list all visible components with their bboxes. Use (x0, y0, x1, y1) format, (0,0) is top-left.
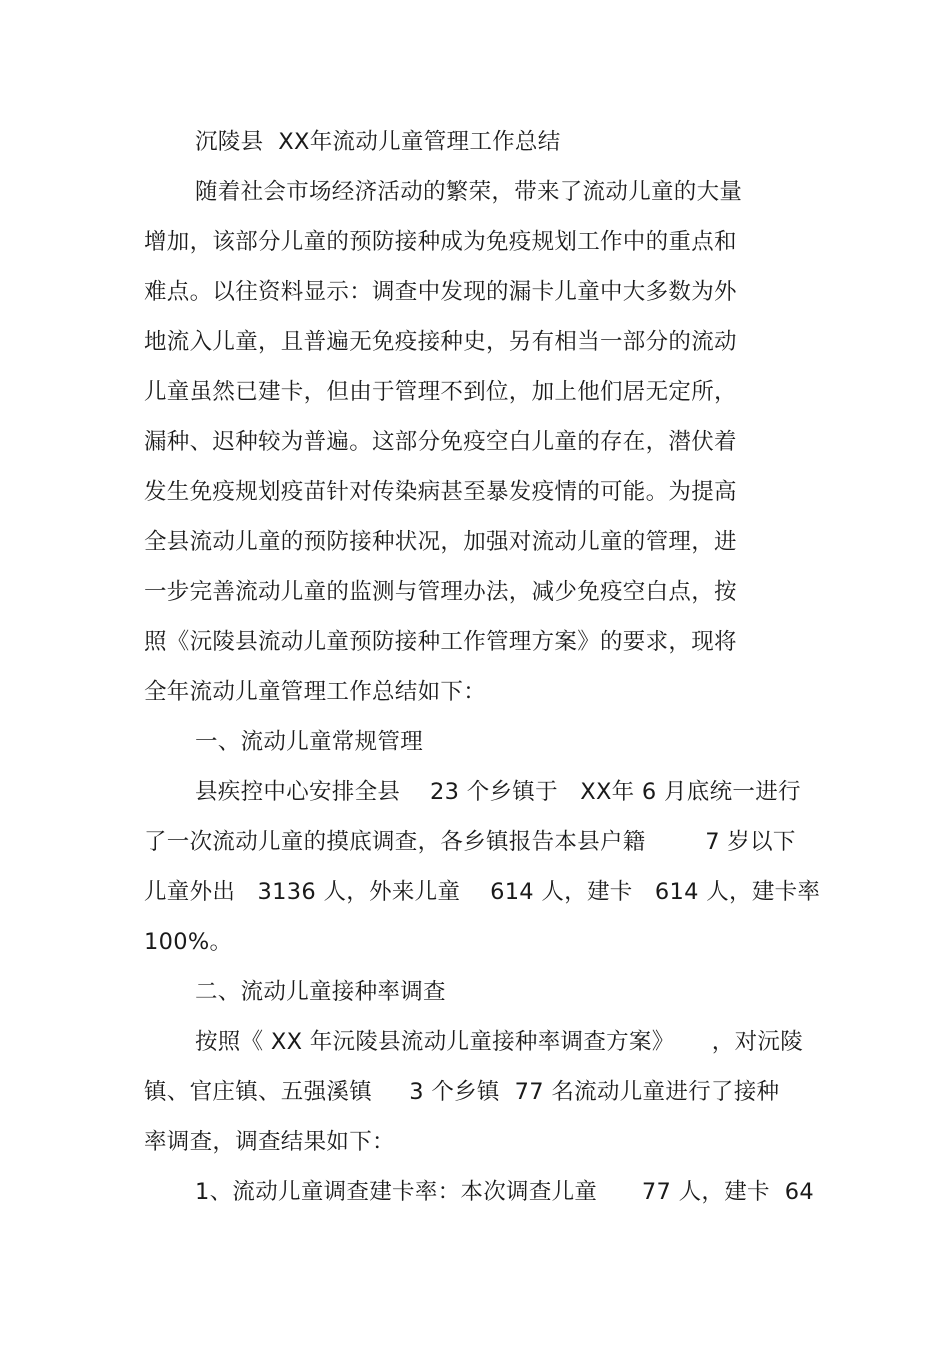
paragraph-line: 县疾控中心安排全县 23 个乡镇于 XX年 6 月底统一进行 (195, 779, 801, 805)
paragraph-line: 100%。 (144, 929, 233, 955)
paragraph-line: 全县流动儿童的预防接种状况，加强对流动儿童的管理，进 (144, 529, 737, 555)
paragraph-line: 率调查，调查结果如下： (144, 1129, 395, 1155)
paragraph-line: 全年流动儿童管理工作总结如下： (144, 679, 487, 705)
paragraph-line: 漏种、迟种较为普遍。这部分免疫空白儿童的存在，潜伏着 (144, 429, 737, 455)
paragraph-line: 儿童虽然已建卡，但由于管理不到位，加上他们居无定所， (144, 379, 737, 405)
paragraph-line: 随着社会市场经济活动的繁荣，带来了流动儿童的大量 (195, 179, 743, 205)
section-heading: 一、流动儿童常规管理 (195, 729, 424, 755)
paragraph-line: 镇、官庄镇、五强溪镇 3 个乡镇 77 名流动儿童进行了接种 (144, 1079, 780, 1105)
paragraph-line: 儿童外出 3136 人，外来儿童 614 人，建卡 614 人，建卡率 (144, 879, 821, 905)
paragraph-line: 地流入儿童，且普遍无免疫接种史，另有相当一部分的流动 (144, 329, 737, 355)
paragraph-line: 难点。以往资料显示：调查中发现的漏卡儿童中大多数为外 (144, 279, 737, 305)
paragraph-line: 增加，该部分儿童的预防接种成为免疫规划工作中的重点和 (144, 229, 737, 255)
document-title: 沉陵县 XX年流动儿童管理工作总结 (195, 129, 561, 155)
paragraph-line: 1、流动儿童调查建卡率：本次调查儿童 77 人，建卡 64 (195, 1179, 814, 1205)
paragraph-line: 一步完善流动儿童的监测与管理办法，减少免疫空白点，按 (144, 579, 737, 605)
section-heading: 二、流动儿童接种率调查 (195, 979, 446, 1005)
paragraph-line: 照《沅陵县流动儿童预防接种工作管理方案》的要求，现将 (144, 629, 737, 655)
paragraph-line: 按照《 XX 年沅陵县流动儿童接种率调查方案》 ，对沅陵 (195, 1029, 803, 1055)
paragraph-line: 了一次流动儿童的摸底调查，各乡镇报告本县户籍 7 岁以下 (144, 829, 796, 855)
paragraph-line: 发生免疫规划疫苗针对传染病甚至暴发疫情的可能。为提高 (144, 479, 737, 505)
